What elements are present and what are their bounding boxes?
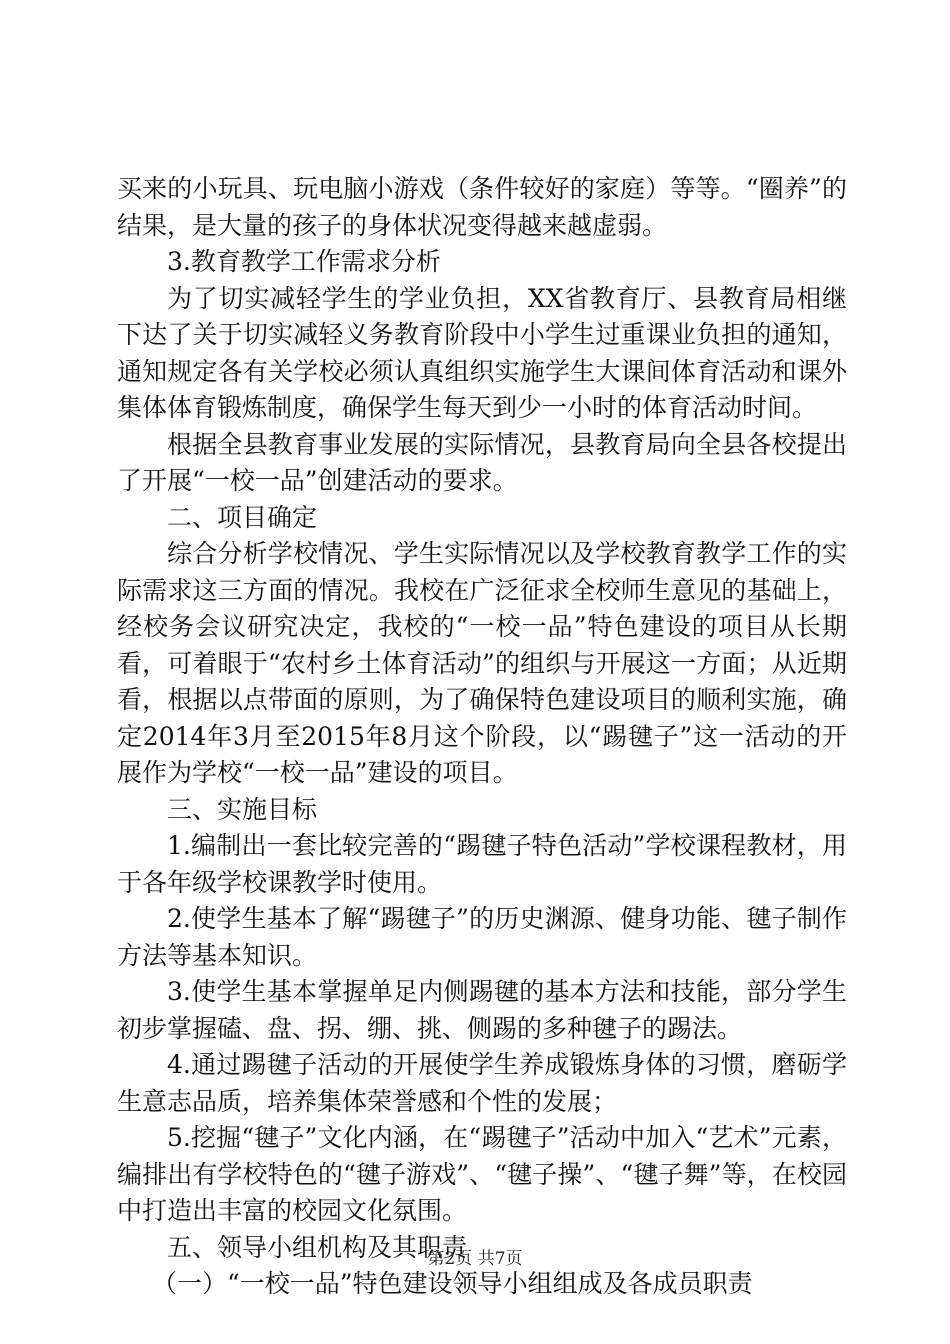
paragraph-county-requirement: 根据全县教育事业发展的实际情况，县教育局向全县各校提出了开展“一校一品”创建活动的要求。 xyxy=(117,429,847,495)
goal-item-1: 1.编制出一套比较完善的“踢毽子特色活动”学校课程教材，用于各年级学校课教学时使用。 xyxy=(117,831,847,897)
heading-project-determination: 二、项目确定 xyxy=(167,502,318,532)
paragraph-project-analysis: 综合分析学校情况、学生实际情况以及学校教育教学工作的实际需求这三方面的情况。我校在广泛征求全校师生意见的基础上，经校务会议研究决定，我校的“一校一品”特色建设的项目从长期看，可着眼于“农村乡土体育活动”的组织与开展这一方面；从近期看，根据以点带面的原则，为了确保特色建设项目的顺利实施，确定2014年3月至2015年8月这个阶段，以“踢毽子”这一活动的开展作为学校“一校一品”建设的项目。 xyxy=(117,539,847,787)
goal-item-3: 3.使学生基本掌握单足内侧踢毽的基本方法和技能，部分学生初步掌握磕、盘、拐、绷、挑、侧踢的多种毽子的踢法。 xyxy=(117,977,847,1043)
paragraph-continuation: 买来的小玩具、玩电脑小游戏（条件较好的家庭）等等。“圈养”的结果，是大量的孩子的身体状况变得越来越虚弱。 xyxy=(117,174,847,240)
heading-leadership-group: 五、领导小组机构及其职责 xyxy=(167,1232,468,1262)
subheading-teaching-needs: 3.教育教学工作需求分析 xyxy=(167,247,441,276)
goal-item-4: 4.通过踢毽子活动的开展使学生养成锻炼身体的习惯，磨砺学生意志品质，培养集体荣誉感和个性的发展； xyxy=(117,1050,847,1116)
paragraph-policy: 为了切实减轻学生的学业负担，XX省教育厅、县教育局相继下达了关于切实减轻义务教育阶段中小学生过重课业负担的通知，通知规定各有关学校必须认真组织实施学生大课间体育活动和课外集体体育锻炼制度，确保学生每天到少一小时的体育活动时间。 xyxy=(117,283,847,422)
heading-implementation-goals: 三、实施目标 xyxy=(167,794,318,824)
subheading-leadership-composition: （一）“一校一品”特色建设领导小组组成及各成员职责 xyxy=(152,1269,753,1298)
goal-item-5: 5.挖掘“毽子”文化内涵，在“踢毽子”活动中加入“艺术”元素，编排出有学校特色的“毽子游戏”、“毽子操”、“毽子舞”等，在校园中打造出丰富的校园文化氛围。 xyxy=(117,1123,847,1225)
goal-item-2: 2.使学生基本了解“踢毽子”的历史渊源、健身功能、毽子制作方法等基本知识。 xyxy=(117,904,847,970)
document-body xyxy=(117,171,847,1303)
page-number-footer: 第2页 共7页 xyxy=(427,1249,523,1269)
